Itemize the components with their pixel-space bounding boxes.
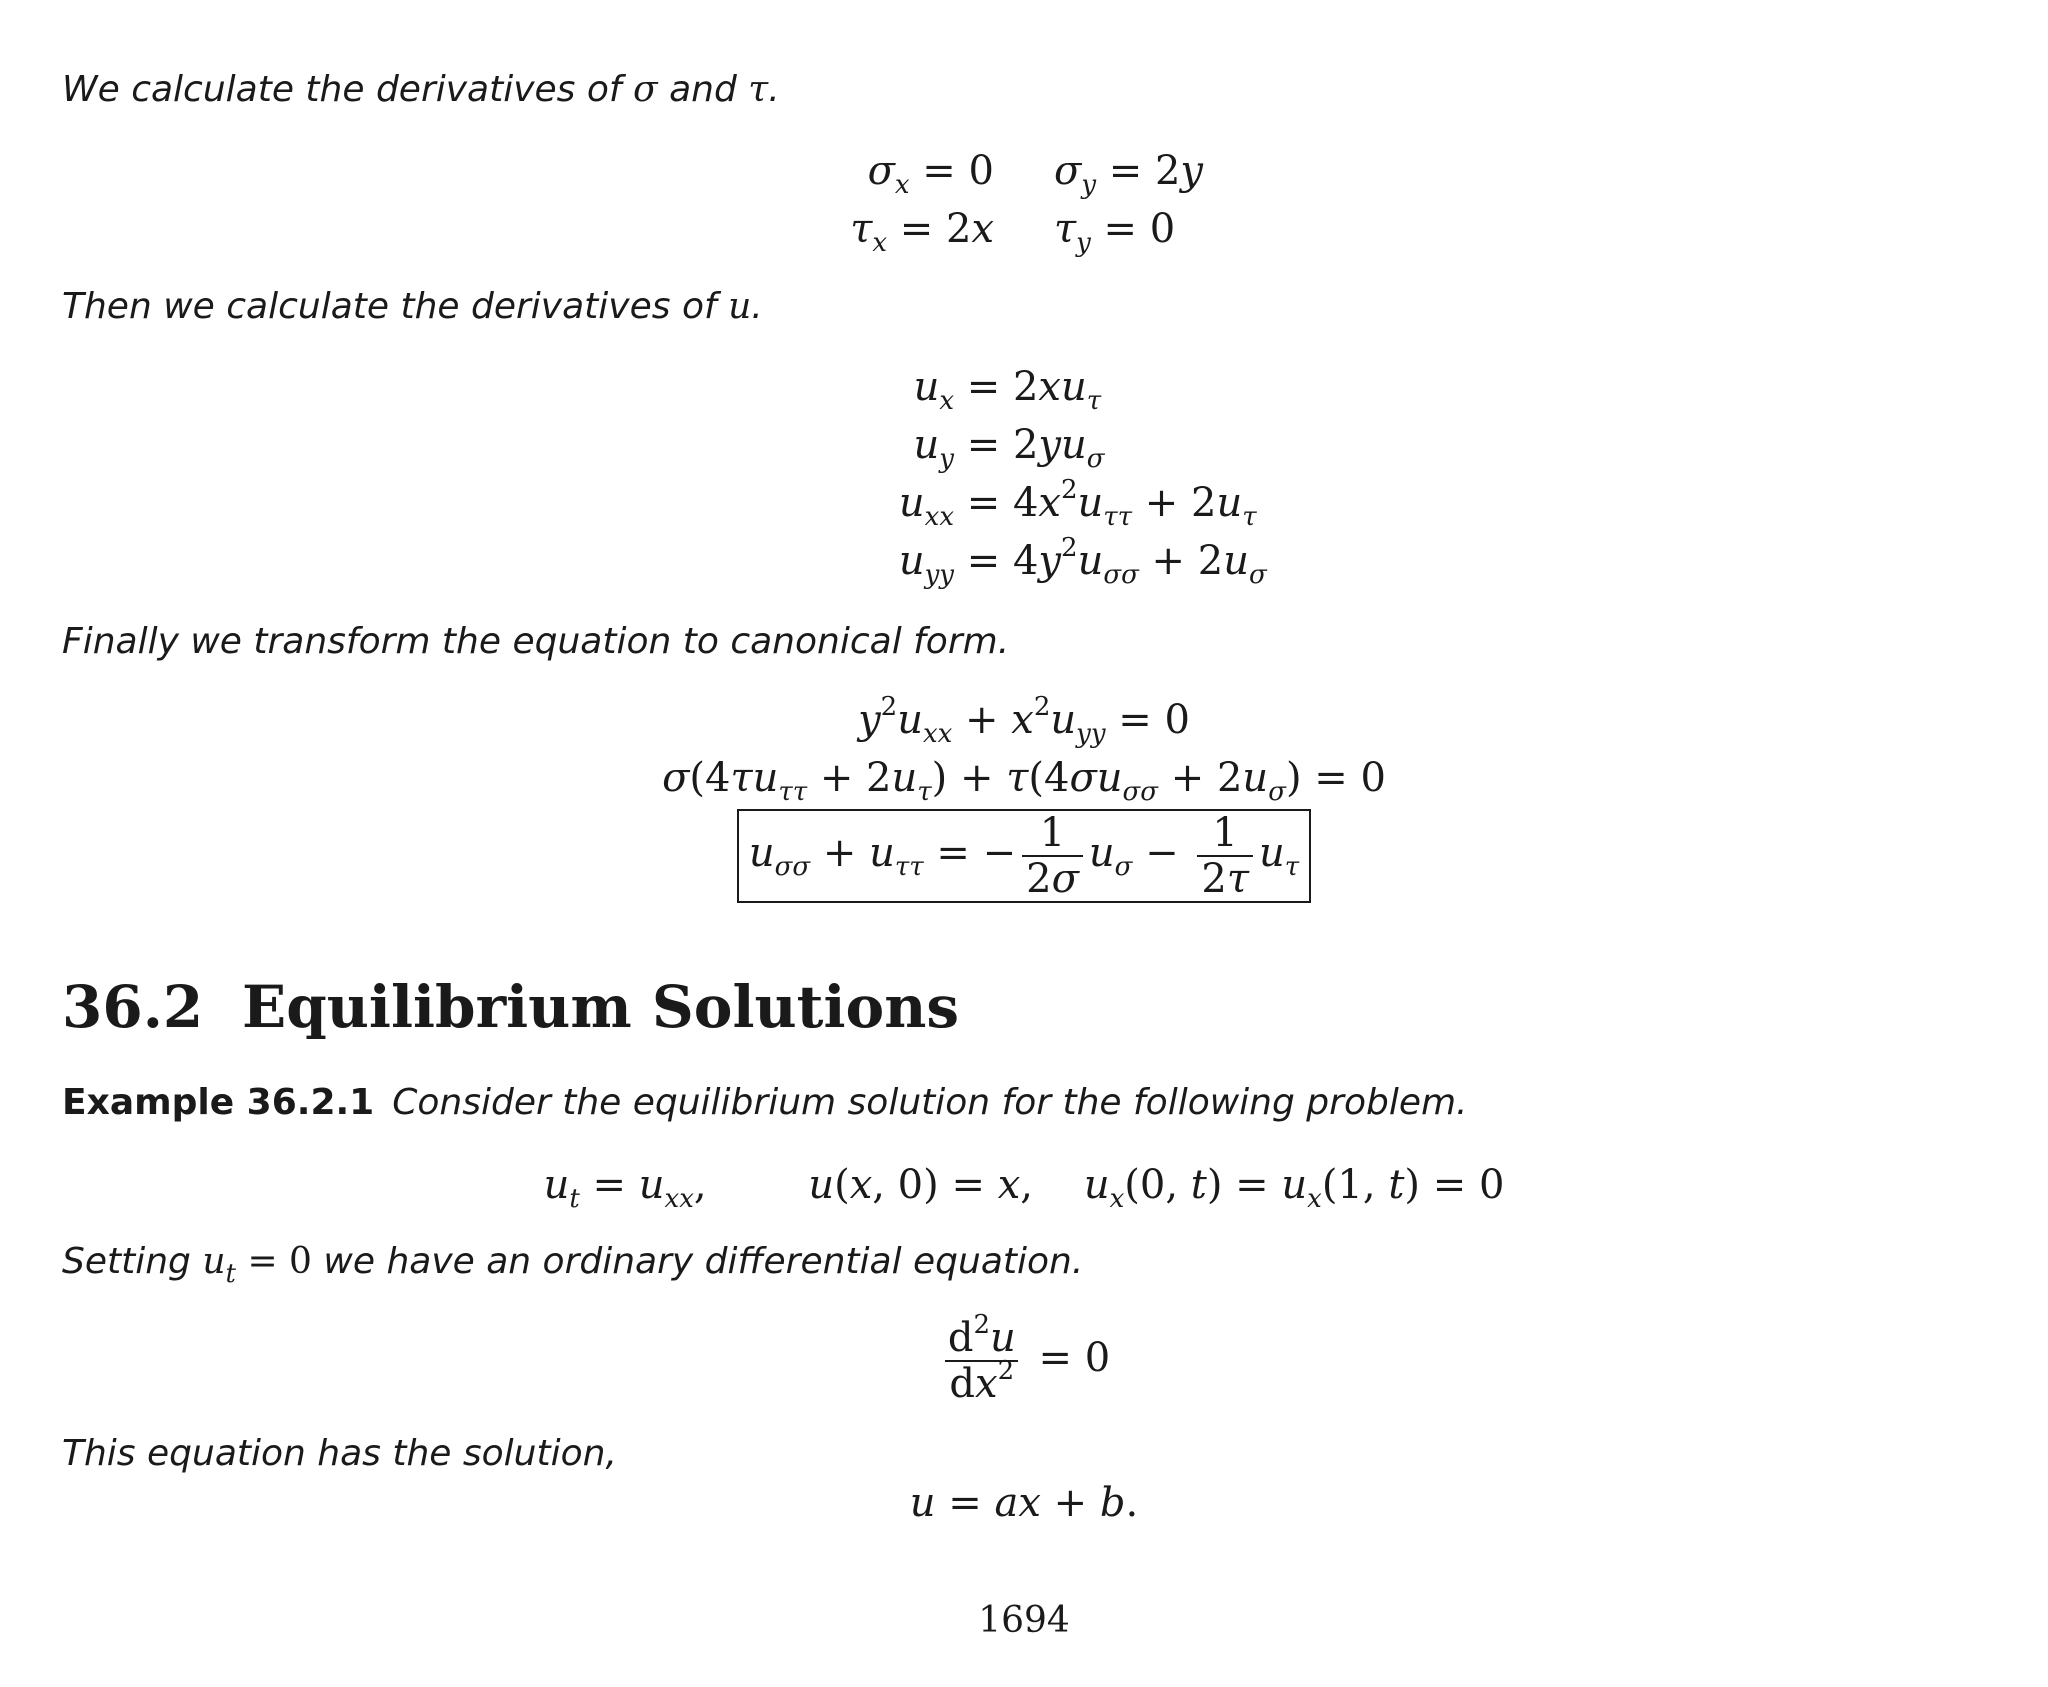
paragraph-derivatives-sigma-tau: We calculate the derivatives of σ and τ.	[62, 69, 780, 110]
paragraph-text: and	[669, 69, 737, 110]
equation-sigma-tau-derivatives: $\sigma_x = 0$ $\sigma_y = 2y$ $\tau_x = 2x$ $\tau_y = 0$	[850, 148, 1204, 258]
equation-u-derivatives: $u_x$ = $2xu_\tau$ $u_y$ = $2yu_\sigma$ $u_{xx}$ = $4x^2u_{\tau\tau} + 2u_\tau$ $u_{yy}$ = $4y^2u_{\sigma\sigma} + 2u_\sigma$	[898, 364, 1267, 590]
paragraph-derivatives-u: Then we calculate the derivatives of u.	[62, 286, 763, 327]
section-title: Equilibrium Solutions	[242, 973, 960, 1041]
paragraph-text: We calculate the derivatives of	[62, 69, 622, 110]
example-statement	[62, 1080, 1468, 1125]
page-number: 1694	[978, 1600, 1070, 1641]
section-heading	[62, 972, 959, 1042]
example-label: Example 36.2.1	[62, 1082, 375, 1123]
boxed-canonical-equation: $u_{\sigma\sigma} + u_{\tau\tau}$ = − $\frac{1}{2\sigma}$ $u_\sigma$ − $\frac{1}{2\tau}$ $u_\tau$	[737, 809, 1311, 903]
paragraph-text: Setting	[62, 1241, 191, 1282]
paragraph-text: .	[768, 69, 780, 110]
paragraph-canonical-form: Finally we transform the equation to canonical form.	[62, 621, 1010, 662]
section-number: 36.2	[62, 973, 204, 1041]
equation-problem: $u_t = u_{xx}$, u(x, 0) = x, $u_x(0$, $t) = u_x(1$, t) = 0	[543, 1162, 1505, 1214]
equation-canonical-form: $y^2u_{xx} + x^2u_{yy} = 0$ $\sigma(4\tau u_{\tau\tau} + 2u_\tau) + \tau(4\sigma u_{\sigma\sigma} + 2u_\sigma) = 0$ $u_{\sigma\sigma} + u_{\tau\tau}$ = − $\frac{1}{2\sigma}$ $u_\sigma$ − $\frac{1}{2\tau}$ $u_\tau$	[662, 692, 1386, 902]
paragraph-setting-ut: Setting $u_t = 0$ we have an ordinary differential equation.	[62, 1241, 1084, 1289]
paragraph-text: we have an ordinary differential equation.	[323, 1241, 1084, 1282]
example-text: Consider the equilibrium solution for the following problem.	[392, 1082, 1468, 1123]
paragraph-solution: This equation has the solution,	[62, 1433, 617, 1474]
equation-solution: u = ax + b.	[909, 1480, 1139, 1526]
equation-ode: $\frac{d^2u}{dx^2}$ = 0	[0, 1316, 2048, 1406]
paragraph-text: Then we calculate the derivatives of	[62, 286, 717, 327]
paragraph-text: .	[751, 286, 763, 327]
